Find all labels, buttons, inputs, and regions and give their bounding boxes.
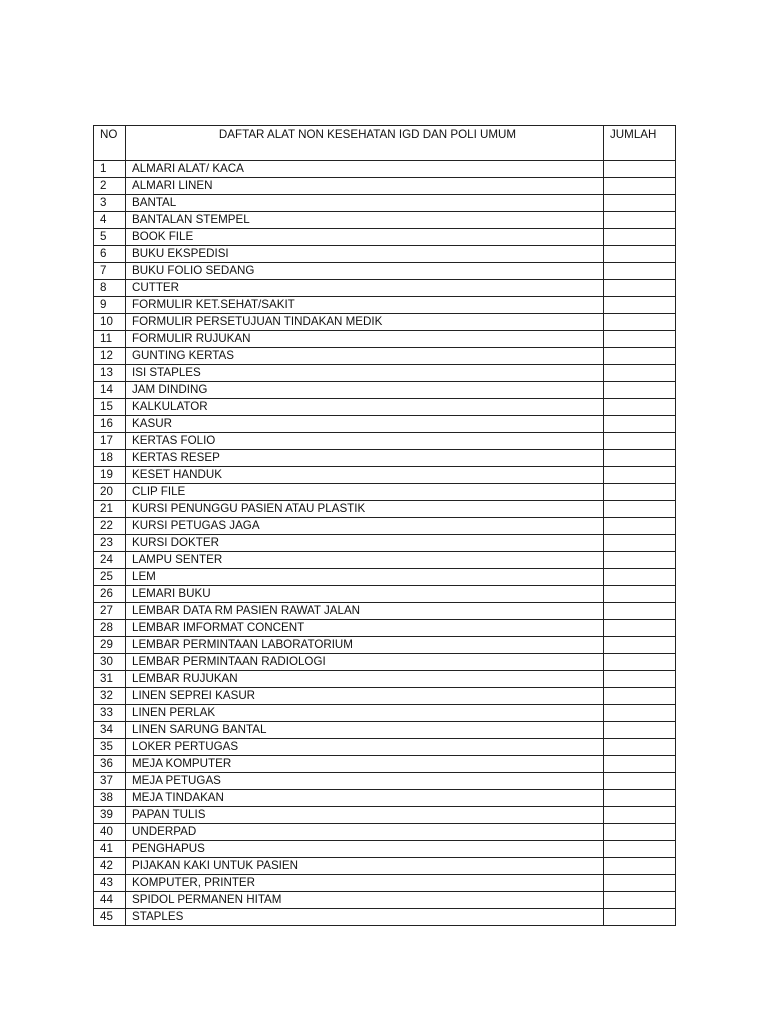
row-number: 26 bbox=[94, 586, 126, 603]
row-item-name: JAM DINDING bbox=[126, 382, 604, 399]
row-jumlah bbox=[604, 263, 676, 280]
table-row bbox=[94, 246, 676, 263]
table-row bbox=[94, 620, 676, 637]
row-item-name: LINEN PERLAK bbox=[126, 705, 604, 722]
row-item-name: LOKER PERTUGAS bbox=[126, 739, 604, 756]
row-jumlah bbox=[604, 331, 676, 348]
table-row bbox=[94, 535, 676, 552]
row-number: 12 bbox=[94, 348, 126, 365]
table-row bbox=[94, 807, 676, 824]
row-number: 30 bbox=[94, 654, 126, 671]
row-item-name: LINEN SEPREI KASUR bbox=[126, 688, 604, 705]
table-row bbox=[94, 586, 676, 603]
row-number: 15 bbox=[94, 399, 126, 416]
row-jumlah bbox=[604, 161, 676, 178]
row-number: 38 bbox=[94, 790, 126, 807]
row-number: 11 bbox=[94, 331, 126, 348]
row-number: 20 bbox=[94, 484, 126, 501]
row-jumlah bbox=[604, 178, 676, 195]
row-number: 32 bbox=[94, 688, 126, 705]
row-jumlah bbox=[604, 603, 676, 620]
row-jumlah bbox=[604, 688, 676, 705]
table-row bbox=[94, 756, 676, 773]
row-item-name: MEJA PETUGAS bbox=[126, 773, 604, 790]
header-no: NO bbox=[94, 126, 126, 161]
row-number: 23 bbox=[94, 535, 126, 552]
table-row bbox=[94, 688, 676, 705]
row-item-name: CLIP FILE bbox=[126, 484, 604, 501]
row-item-name: KURSI PENUNGGU PASIEN ATAU PLASTIK bbox=[126, 501, 604, 518]
table-row bbox=[94, 433, 676, 450]
row-item-name: CUTTER bbox=[126, 280, 604, 297]
row-number: 13 bbox=[94, 365, 126, 382]
table-row bbox=[94, 280, 676, 297]
row-jumlah bbox=[604, 722, 676, 739]
row-jumlah bbox=[604, 552, 676, 569]
table-row bbox=[94, 467, 676, 484]
inventory-table bbox=[93, 125, 676, 926]
table-row bbox=[94, 314, 676, 331]
table-row bbox=[94, 841, 676, 858]
row-jumlah bbox=[604, 824, 676, 841]
row-number: 4 bbox=[94, 212, 126, 229]
row-number: 17 bbox=[94, 433, 126, 450]
table-row bbox=[94, 790, 676, 807]
row-jumlah bbox=[604, 586, 676, 603]
row-number: 2 bbox=[94, 178, 126, 195]
table-row bbox=[94, 518, 676, 535]
row-jumlah bbox=[604, 620, 676, 637]
row-number: 7 bbox=[94, 263, 126, 280]
row-jumlah bbox=[604, 875, 676, 892]
row-number: 19 bbox=[94, 467, 126, 484]
row-item-name: PAPAN TULIS bbox=[126, 807, 604, 824]
table-row bbox=[94, 705, 676, 722]
row-item-name: BUKU FOLIO SEDANG bbox=[126, 263, 604, 280]
table-row bbox=[94, 365, 676, 382]
row-item-name: LEMBAR RUJUKAN bbox=[126, 671, 604, 688]
row-jumlah bbox=[604, 212, 676, 229]
row-item-name: KERTAS RESEP bbox=[126, 450, 604, 467]
table-row bbox=[94, 348, 676, 365]
row-number: 45 bbox=[94, 909, 126, 926]
table-body bbox=[94, 161, 676, 926]
table-row bbox=[94, 501, 676, 518]
row-jumlah bbox=[604, 246, 676, 263]
table-row bbox=[94, 858, 676, 875]
row-jumlah bbox=[604, 892, 676, 909]
table-row bbox=[94, 484, 676, 501]
table-row bbox=[94, 178, 676, 195]
row-item-name: FORMULIR RUJUKAN bbox=[126, 331, 604, 348]
row-item-name: LINEN SARUNG BANTAL bbox=[126, 722, 604, 739]
row-jumlah bbox=[604, 569, 676, 586]
row-number: 42 bbox=[94, 858, 126, 875]
row-jumlah bbox=[604, 433, 676, 450]
row-item-name: LEMBAR PERMINTAAN RADIOLOGI bbox=[126, 654, 604, 671]
row-jumlah bbox=[604, 467, 676, 484]
table-row bbox=[94, 263, 676, 280]
row-jumlah bbox=[604, 195, 676, 212]
row-item-name: KURSI DOKTER bbox=[126, 535, 604, 552]
row-number: 14 bbox=[94, 382, 126, 399]
row-jumlah bbox=[604, 637, 676, 654]
row-number: 33 bbox=[94, 705, 126, 722]
table-row bbox=[94, 416, 676, 433]
row-number: 24 bbox=[94, 552, 126, 569]
row-jumlah bbox=[604, 450, 676, 467]
row-number: 6 bbox=[94, 246, 126, 263]
row-jumlah bbox=[604, 365, 676, 382]
row-jumlah bbox=[604, 501, 676, 518]
row-number: 10 bbox=[94, 314, 126, 331]
row-number: 9 bbox=[94, 297, 126, 314]
row-jumlah bbox=[604, 773, 676, 790]
row-jumlah bbox=[604, 858, 676, 875]
table-row bbox=[94, 892, 676, 909]
table-row bbox=[94, 161, 676, 178]
row-item-name: KURSI PETUGAS JAGA bbox=[126, 518, 604, 535]
table-row bbox=[94, 824, 676, 841]
row-item-name: BOOK FILE bbox=[126, 229, 604, 246]
row-jumlah bbox=[604, 807, 676, 824]
row-item-name: KASUR bbox=[126, 416, 604, 433]
row-number: 34 bbox=[94, 722, 126, 739]
row-jumlah bbox=[604, 399, 676, 416]
row-item-name: LEMBAR PERMINTAAN LABORATORIUM bbox=[126, 637, 604, 654]
table-row bbox=[94, 671, 676, 688]
row-item-name: STAPLES bbox=[126, 909, 604, 926]
row-number: 8 bbox=[94, 280, 126, 297]
row-number: 5 bbox=[94, 229, 126, 246]
row-item-name: KESET HANDUK bbox=[126, 467, 604, 484]
row-number: 28 bbox=[94, 620, 126, 637]
table-row bbox=[94, 212, 676, 229]
row-number: 16 bbox=[94, 416, 126, 433]
row-number: 35 bbox=[94, 739, 126, 756]
row-item-name: BUKU EKSPEDISI bbox=[126, 246, 604, 263]
table-row bbox=[94, 637, 676, 654]
row-number: 27 bbox=[94, 603, 126, 620]
row-item-name: LAMPU SENTER bbox=[126, 552, 604, 569]
row-number: 44 bbox=[94, 892, 126, 909]
table-row bbox=[94, 297, 676, 314]
row-item-name: KALKULATOR bbox=[126, 399, 604, 416]
row-item-name: MEJA KOMPUTER bbox=[126, 756, 604, 773]
row-item-name: GUNTING KERTAS bbox=[126, 348, 604, 365]
table-row bbox=[94, 722, 676, 739]
row-item-name: MEJA TINDAKAN bbox=[126, 790, 604, 807]
row-number: 37 bbox=[94, 773, 126, 790]
row-item-name: KERTAS FOLIO bbox=[126, 433, 604, 450]
table-header-row bbox=[94, 126, 676, 161]
row-jumlah bbox=[604, 841, 676, 858]
row-jumlah bbox=[604, 790, 676, 807]
row-item-name: BANTALAN STEMPEL bbox=[126, 212, 604, 229]
row-jumlah bbox=[604, 654, 676, 671]
table-row bbox=[94, 875, 676, 892]
row-number: 39 bbox=[94, 807, 126, 824]
table-row bbox=[94, 569, 676, 586]
row-item-name: ISI STAPLES bbox=[126, 365, 604, 382]
table-row bbox=[94, 552, 676, 569]
row-item-name: LEMARI BUKU bbox=[126, 586, 604, 603]
header-jumlah: JUMLAH bbox=[604, 126, 676, 161]
row-jumlah bbox=[604, 229, 676, 246]
row-jumlah bbox=[604, 280, 676, 297]
row-item-name: KOMPUTER, PRINTER bbox=[126, 875, 604, 892]
header-item-name: DAFTAR ALAT NON KESEHATAN IGD DAN POLI UMUM bbox=[126, 126, 604, 161]
row-jumlah bbox=[604, 382, 676, 399]
row-jumlah bbox=[604, 909, 676, 926]
row-item-name: BANTAL bbox=[126, 195, 604, 212]
table-row bbox=[94, 450, 676, 467]
row-number: 40 bbox=[94, 824, 126, 841]
row-number: 3 bbox=[94, 195, 126, 212]
row-number: 22 bbox=[94, 518, 126, 535]
row-jumlah bbox=[604, 348, 676, 365]
table-row bbox=[94, 195, 676, 212]
row-jumlah bbox=[604, 484, 676, 501]
row-number: 43 bbox=[94, 875, 126, 892]
row-jumlah bbox=[604, 535, 676, 552]
row-number: 25 bbox=[94, 569, 126, 586]
table-row bbox=[94, 739, 676, 756]
row-jumlah bbox=[604, 739, 676, 756]
row-item-name: FORMULIR KET.SEHAT/SAKIT bbox=[126, 297, 604, 314]
row-number: 31 bbox=[94, 671, 126, 688]
row-item-name: PENGHAPUS bbox=[126, 841, 604, 858]
row-number: 29 bbox=[94, 637, 126, 654]
row-number: 36 bbox=[94, 756, 126, 773]
row-number: 18 bbox=[94, 450, 126, 467]
row-number: 21 bbox=[94, 501, 126, 518]
table-row bbox=[94, 229, 676, 246]
row-jumlah bbox=[604, 518, 676, 535]
row-item-name: LEM bbox=[126, 569, 604, 586]
row-jumlah bbox=[604, 416, 676, 433]
row-jumlah bbox=[604, 756, 676, 773]
row-jumlah bbox=[604, 671, 676, 688]
row-item-name: ALMARI LINEN bbox=[126, 178, 604, 195]
row-item-name: LEMBAR DATA RM PASIEN RAWAT JALAN bbox=[126, 603, 604, 620]
table-row bbox=[94, 909, 676, 926]
table-row bbox=[94, 399, 676, 416]
table-row bbox=[94, 331, 676, 348]
row-item-name: SPIDOL PERMANEN HITAM bbox=[126, 892, 604, 909]
row-number: 1 bbox=[94, 161, 126, 178]
row-jumlah bbox=[604, 297, 676, 314]
row-item-name: UNDERPAD bbox=[126, 824, 604, 841]
table-row bbox=[94, 773, 676, 790]
row-item-name: PIJAKAN KAKI UNTUK PASIEN bbox=[126, 858, 604, 875]
row-item-name: ALMARI ALAT/ KACA bbox=[126, 161, 604, 178]
table-row bbox=[94, 603, 676, 620]
row-item-name: LEMBAR IMFORMAT CONCENT bbox=[126, 620, 604, 637]
row-item-name: FORMULIR PERSETUJUAN TINDAKAN MEDIK bbox=[126, 314, 604, 331]
table-row bbox=[94, 382, 676, 399]
table-row bbox=[94, 654, 676, 671]
row-jumlah bbox=[604, 705, 676, 722]
row-jumlah bbox=[604, 314, 676, 331]
row-number: 41 bbox=[94, 841, 126, 858]
